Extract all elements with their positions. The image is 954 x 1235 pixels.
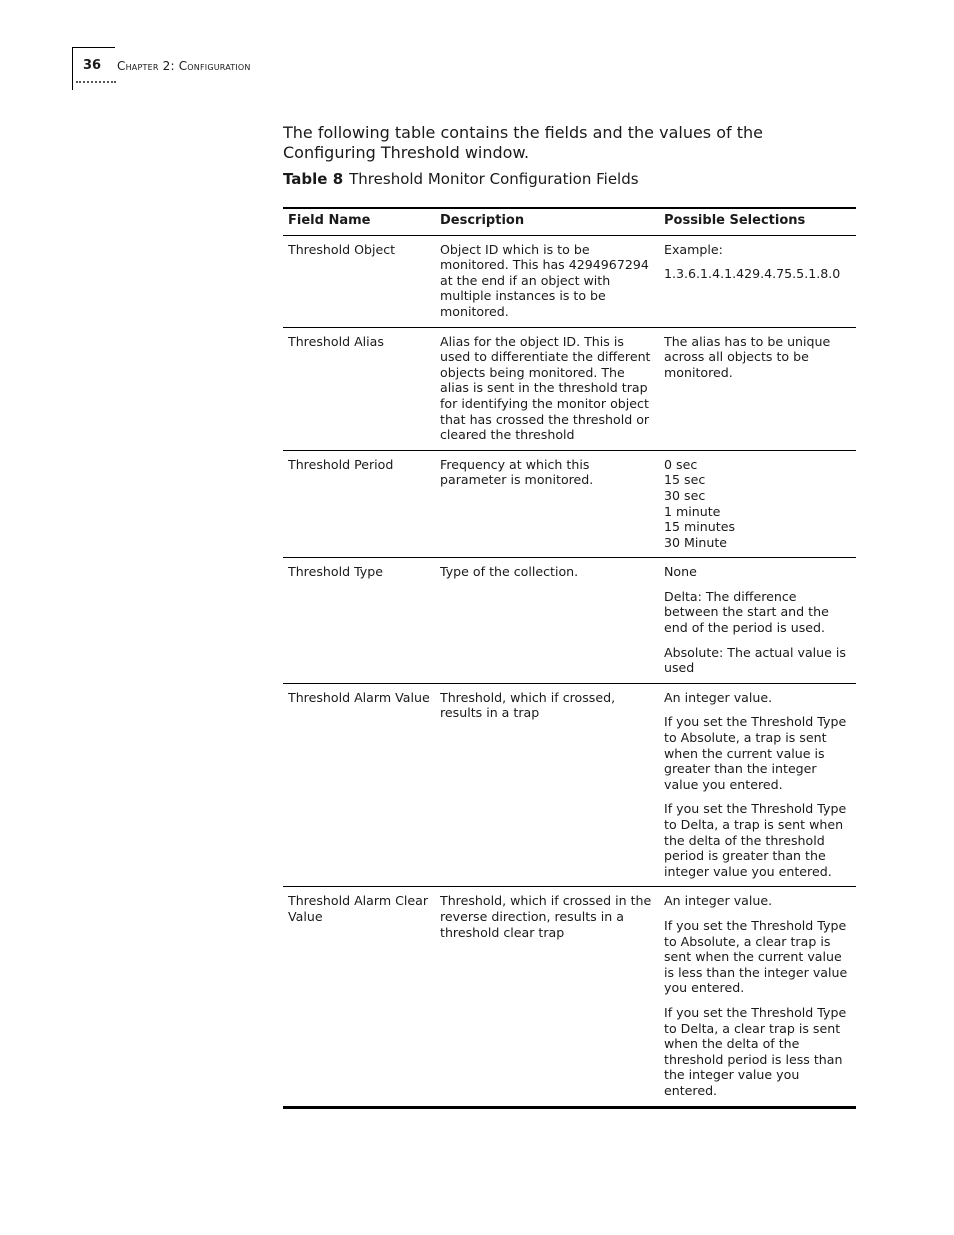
description-cell: Frequency at which this parameter is monitored. bbox=[435, 450, 659, 558]
chapter-title: Chapter 2: Configuration bbox=[117, 59, 251, 73]
selections-cell bbox=[659, 887, 856, 1107]
column-header-possible-selections: Possible Selections bbox=[659, 208, 856, 235]
selection-line: 0 sec bbox=[664, 456, 698, 472]
selection-line: Absolute: The actual value is used bbox=[664, 644, 846, 676]
selection-line: If you set the Threshold Type to Delta, a trap is sent when the delta of the threshold period is greater than the integer value you entered. bbox=[664, 801, 847, 879]
table-row bbox=[283, 235, 856, 327]
header-rule-horizontal bbox=[72, 47, 115, 48]
field-name-cell: Threshold Period bbox=[283, 450, 435, 558]
selection-line: If you set the Threshold Type to Absolute, a clear trap is sent when the current value is less than the integer value you entered. bbox=[664, 917, 848, 996]
selection-line: 15 sec bbox=[664, 472, 706, 488]
field-name-cell: Threshold Alias bbox=[283, 327, 435, 450]
selection-line: An integer value. bbox=[664, 689, 773, 705]
column-header-description: Description bbox=[435, 208, 659, 235]
selection-line: None bbox=[664, 564, 697, 580]
table-row bbox=[283, 450, 856, 558]
table-row bbox=[283, 327, 856, 450]
selection-line: An integer value. bbox=[664, 893, 773, 909]
selection-line: Delta: The difference between the start and the end of the period is used. bbox=[664, 588, 829, 636]
selection-line: If you set the Threshold Type to Absolute, a trap is sent when the current value is greater than the integer value you entered. bbox=[664, 714, 847, 792]
selection-line: 30 Minute bbox=[664, 534, 728, 550]
selections-cell bbox=[659, 327, 856, 450]
description-cell: Object ID which is to be monitored. This has 4294967294 at the end if an object with multiple instances is to be monitored. bbox=[435, 235, 659, 327]
table-row bbox=[283, 887, 856, 1107]
field-name-cell: Threshold Type bbox=[283, 558, 435, 684]
table-caption-label: Table 8 bbox=[283, 170, 344, 188]
page-number: 36 bbox=[83, 58, 102, 73]
description-cell: Threshold, which if crossed in the reverse direction, results in a threshold clear trap bbox=[435, 887, 659, 1107]
table-caption-title: Threshold Monitor Configuration Fields bbox=[349, 170, 639, 188]
selections-cell bbox=[659, 450, 856, 558]
description-cell: Alias for the object ID. This is used to differentiate the different objects being monitored. The alias is sent in the threshold trap for identifying the monitor object that has crossed the threshold or cleared the threshold bbox=[435, 327, 659, 450]
selection-line: Example: bbox=[664, 241, 723, 257]
field-name-cell: Threshold Alarm Clear Value bbox=[283, 887, 435, 1107]
table-row bbox=[283, 683, 856, 887]
table-row bbox=[283, 558, 856, 684]
column-header-field-name: Field Name bbox=[283, 208, 435, 235]
selection-line: 30 sec bbox=[664, 487, 706, 503]
header-rule-vertical bbox=[72, 47, 73, 90]
selection-line: 1.3.6.1.4.1.429.4.75.5.1.8.0 bbox=[664, 266, 841, 282]
selections-cell bbox=[659, 558, 856, 684]
selection-line: 15 minutes bbox=[664, 519, 736, 535]
threshold-config-table bbox=[283, 207, 856, 1109]
header-dotted-rule bbox=[76, 81, 116, 83]
table-header-row bbox=[283, 208, 856, 235]
description-cell: Threshold, which if crossed, results in a trap bbox=[435, 683, 659, 887]
selection-line: The alias has to be unique across all objects to be monitored. bbox=[664, 333, 831, 380]
description-cell: Type of the collection. bbox=[435, 558, 659, 684]
intro-paragraph: The following table contains the fields and the values of the Configuring Threshold window. bbox=[283, 123, 763, 162]
selections-cell bbox=[659, 683, 856, 887]
selections-cell bbox=[659, 235, 856, 327]
selection-line: If you set the Threshold Type to Delta, a clear trap is sent when the delta of the threshold period is less than the integer value you entered. bbox=[664, 1004, 847, 1098]
table-caption bbox=[283, 170, 639, 188]
field-name-cell: Threshold Alarm Value bbox=[283, 683, 435, 887]
selection-line: 1 minute bbox=[664, 503, 721, 519]
field-name-cell: Threshold Object bbox=[283, 235, 435, 327]
